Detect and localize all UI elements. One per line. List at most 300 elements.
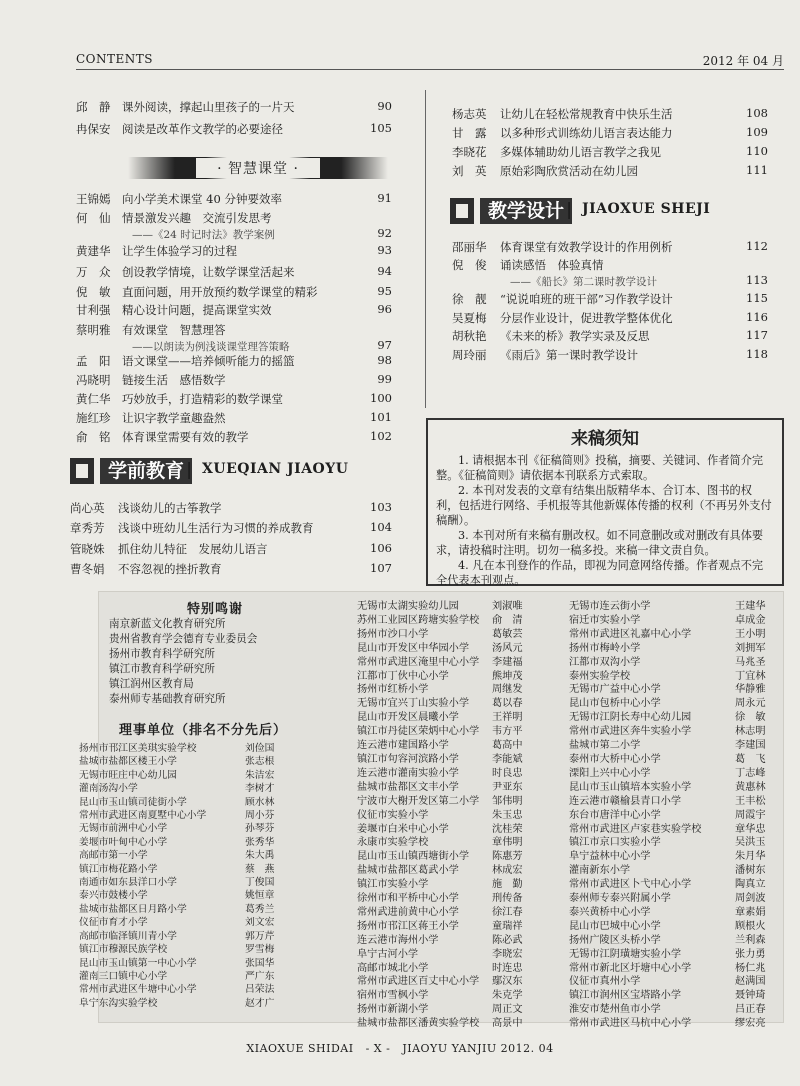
toc-entry[interactable]: [76, 191, 392, 209]
director-name: 周永元: [735, 698, 766, 710]
toc-entry[interactable]: [76, 302, 392, 320]
director-name: 吴洪玉: [735, 837, 766, 849]
director-name: 王小明: [735, 628, 766, 640]
director-name: 姚恒章: [245, 890, 275, 902]
director-unit: 灌南汤沟小学: [79, 783, 138, 795]
acknowledgements-panel: [79, 591, 784, 1030]
director-unit: 泰州师专泰兴附属小学: [569, 893, 671, 905]
director-unit: 无锡市江阴璜塘实验小学: [569, 948, 682, 960]
director-name: 兰利森: [735, 934, 766, 946]
entry-title: 诵读感悟 体验真情: [500, 258, 604, 272]
director-name: 杨仁兆: [735, 962, 766, 974]
heading-separator: |: [186, 460, 193, 480]
director-unit: 阜宁东沟实验学校: [79, 997, 158, 1009]
director-unit: 常州市武进区礼嘉中心小学: [569, 628, 692, 640]
director-unit: 无锡市江阴长寿中心幼儿园: [569, 712, 692, 724]
director-name: 王祥明: [492, 712, 523, 724]
entry-author: 万 众: [76, 265, 111, 279]
special-thanks-org: 镇江市教育科学研究所: [109, 663, 215, 675]
entry-author: 俞 铭: [76, 430, 111, 444]
toc-entry[interactable]: [70, 541, 392, 559]
entry-author: 冉保安: [76, 122, 111, 136]
entry-author: 管晓姝: [70, 542, 105, 556]
entry-author: 刘 英: [452, 164, 487, 178]
director-name: 郭万芹: [245, 930, 275, 942]
director-name: 吕荣法: [245, 984, 275, 996]
entry-author: 倪 俊: [452, 258, 487, 272]
director-name: 赵满国: [735, 976, 766, 988]
director-unit: 昆山市玉山镇培本实验小学: [569, 781, 692, 793]
footer-right: JIAOYU YANJIU 2012. 04: [402, 1042, 554, 1055]
director-name: 张国华: [245, 957, 275, 969]
section-title: 教学设计: [480, 198, 572, 224]
director-name: 李建国: [735, 740, 766, 752]
director-unit: 苏州工业园区跨塘实验学校: [357, 614, 480, 626]
entry-page: 112: [746, 239, 768, 253]
director-unit: 泰州市大桥中心小学: [569, 753, 661, 765]
director-name: 鄢汉东: [492, 976, 523, 988]
entry-page: 118: [746, 347, 768, 361]
director-name: 徐 敏: [735, 712, 766, 724]
entry-author: 冯晓明: [76, 373, 111, 387]
entry-page: 94: [377, 264, 392, 278]
director-unit: 镇江市润州区宝塔路小学: [569, 990, 682, 1002]
toc-entry[interactable]: [76, 284, 392, 302]
director-unit: 宿迁市实验小学: [569, 614, 641, 626]
entry-author: 尚心英: [70, 501, 105, 515]
director-unit: 泰兴市鼓楼小学: [79, 890, 148, 902]
toc-entry[interactable]: [76, 210, 392, 244]
entry-title: 分层作业设计，促进教学整体优化: [500, 311, 673, 325]
entry-author: 杨志英: [452, 107, 487, 121]
entry-title: 巧妙放手，打造精彩的数学课堂: [122, 392, 283, 406]
entry-page: 115: [746, 291, 768, 305]
entry-title: 让幼儿在轻松常规教育中快乐生活: [500, 107, 673, 121]
section-title: · 智慧课堂 ·: [196, 158, 320, 178]
director-name: 林成宏: [492, 865, 523, 877]
director-unit: 昆山市开发区中华园小学: [357, 642, 470, 654]
director-unit: 盐城市盐都区楼王小学: [79, 756, 177, 768]
director-name: 李能斌: [492, 753, 523, 765]
heading-separator: |: [566, 200, 573, 220]
director-name: 刘文宏: [245, 917, 275, 929]
director-name: 周正文: [492, 1004, 523, 1016]
toc-entry[interactable]: [76, 121, 392, 139]
director-name: 朱克学: [492, 990, 523, 1002]
director-unit: 常州市武进区淹里中心小学: [357, 656, 480, 668]
director-name: 朱月华: [735, 851, 766, 863]
director-name: 张秀华: [245, 836, 275, 848]
entry-author: 徐 靓: [452, 292, 487, 306]
director-unit: 高邮市城北小学: [357, 962, 429, 974]
entry-title: 浅谈中班幼儿生活行为习惯的养成教育: [118, 521, 314, 535]
entry-page: 90: [377, 99, 392, 113]
director-unit: 扬州市红桥小学: [357, 684, 429, 696]
toc-entry[interactable]: [452, 328, 772, 346]
entry-page: 104: [370, 520, 392, 534]
entry-title: 语文课堂——培养倾听能力的摇篮: [122, 354, 295, 368]
director-name: 严广东: [245, 970, 275, 982]
toc-entry[interactable]: [452, 239, 772, 257]
director-name: 吕正春: [735, 1004, 766, 1016]
director-name: 黄惠林: [735, 781, 766, 793]
director-unit: 常州市新北区圩塘中心小学: [569, 962, 692, 974]
director-unit: 江都市丁伙中心小学: [357, 670, 449, 682]
director-unit: 镇江市句容河滨路小学: [357, 753, 459, 765]
director-units-title: 理事单位（排名不分先后）: [119, 723, 288, 738]
director-unit: 宿州市雪枫小学: [357, 990, 429, 1002]
director-unit: 南通市如东县洋口小学: [79, 877, 177, 889]
entry-page: 91: [377, 191, 392, 205]
director-unit: 昆山市玉山镇第一中心小学: [79, 957, 197, 969]
toc-entry[interactable]: [70, 520, 392, 538]
director-name: 葛敏芸: [492, 628, 523, 640]
special-thanks-list: [109, 617, 257, 707]
director-unit: 淮安市楚州鱼市小学: [569, 1004, 661, 1016]
director-unit: 连云港市赣榆县青口小学: [569, 795, 682, 807]
footer-left: XIAOXUE SHIDAI: [246, 1042, 354, 1055]
director-name: 俞 清: [492, 614, 523, 626]
director-unit: 连云港市灌南实验小学: [357, 767, 459, 779]
director-name: 陶真立: [735, 879, 766, 891]
director-name: 顾根火: [735, 920, 766, 932]
director-unit: 扬州市邗江区美琪实验学校: [79, 743, 197, 754]
director-name: 李树才: [245, 783, 275, 795]
entry-author: 曹冬娟: [70, 562, 105, 576]
director-name: 刘拥军: [735, 642, 766, 654]
director-name: 马兆圣: [735, 656, 766, 668]
director-unit: 高邮市临泽镇川青小学: [79, 930, 177, 942]
director-unit: 东台市唐洋中心小学: [569, 809, 661, 821]
entry-title: 课外阅读，撑起山里孩子的一片天: [122, 100, 295, 114]
entry-author: 孟 阳: [76, 354, 111, 368]
director-name: 周继发: [492, 684, 523, 696]
entry-author: 何 仙: [76, 211, 111, 225]
toc-entry[interactable]: [70, 500, 392, 518]
section-heading-zhihui: [128, 157, 388, 179]
special-thanks-org: 泰州师专基础教育研究所: [109, 693, 226, 705]
director-unit: 无锡市宜兴丁山实验小学: [357, 698, 470, 710]
director-unit: 姜堰市白米中心小学: [357, 823, 449, 835]
toc-entry[interactable]: [76, 372, 392, 390]
director-name: 陈惠芳: [492, 851, 523, 863]
director-name: 周剑波: [735, 893, 766, 905]
director-name: 尹亚东: [492, 781, 523, 793]
director-name: 刑传备: [492, 893, 523, 905]
director-name: 时连忠: [492, 962, 523, 974]
entry-title: 体育课堂需要有效的教学: [122, 430, 249, 444]
director-unit: 昆山市玉山镇西塘街小学: [357, 851, 470, 863]
submission-notice-box: [426, 418, 784, 586]
director-name: 王建华: [735, 601, 766, 612]
special-thanks-org: 南京新蓝文化教育研究所: [109, 618, 226, 630]
director-unit: 灌南新东小学: [569, 865, 631, 877]
director-unit: 仪征市育才小学: [79, 917, 148, 929]
director-unit: 常州市武进区百丈中心小学: [357, 976, 480, 988]
director-unit: 溧阳上兴中心小学: [569, 767, 651, 779]
director-unit: 无锡市连云街小学: [569, 601, 651, 612]
toc-entry[interactable]: [76, 322, 392, 356]
page-header: [76, 52, 784, 70]
entry-page: 97: [377, 338, 392, 352]
director-unit: 扬州市沙口小学: [357, 628, 429, 640]
director-unit: 扬州市邗江区蒋王小学: [357, 920, 459, 932]
entry-page: 93: [377, 243, 392, 257]
director-unit: 常州市武进区牛塘中心小学: [79, 984, 197, 996]
entry-subtitle: ——以朗读为例浅谈课堂理答策略: [132, 341, 290, 353]
entry-author: 黄仁华: [76, 392, 111, 406]
toc-entry[interactable]: [70, 561, 392, 579]
entry-page: 107: [370, 561, 392, 575]
entry-title: 阅读是改革作文教学的必要途径: [122, 122, 283, 136]
director-name: 孙琴芬: [245, 823, 275, 835]
heading-marker: [70, 458, 94, 484]
director-unit: 盐城市盐都区潘黄实验学校: [357, 1018, 480, 1030]
entry-title: 精心设计问题，提高课堂实效: [122, 303, 272, 317]
director-unit: 高邮市第一小学: [79, 850, 148, 862]
director-name: 王丰松: [735, 795, 766, 807]
director-unit: 镇江市穆源民族学校: [79, 944, 168, 956]
director-unit: 仪征市实验小学: [357, 809, 429, 821]
director-unit: 昆山市包桥中心小学: [569, 698, 661, 710]
director-unit: 扬州广陵区头桥小学: [569, 934, 661, 946]
director-name: 邹伟明: [492, 795, 523, 807]
director-unit: 无锡市前洲中心小学: [79, 823, 168, 835]
special-thanks-org: 贵州省教育学会德育专业委员会: [109, 633, 258, 645]
director-name: 赵才广: [245, 997, 275, 1009]
director-unit: 常州市武进区南夏墅中心小学: [79, 810, 207, 822]
director-name: 刘俭国: [245, 743, 275, 754]
director-name: 顾水林: [245, 796, 275, 808]
entry-author: 甘利强: [76, 303, 111, 317]
director-name: 蔡 燕: [245, 863, 275, 875]
toc-entry[interactable]: [452, 291, 772, 309]
toc-entry[interactable]: [76, 410, 392, 428]
director-name: 朱洁宏: [245, 769, 275, 781]
entry-title: 《未来的桥》教学实录及反思: [500, 329, 650, 343]
director-unit: 镇江市京口实验小学: [569, 837, 661, 849]
entry-author: 李晓花: [452, 145, 487, 159]
director-name: 聂钟琦: [735, 990, 766, 1002]
director-unit: 常州市武进区奔牛实验小学: [569, 726, 692, 738]
director-name: 汤风元: [492, 642, 523, 654]
director-unit: 连云港市海州小学: [357, 934, 439, 946]
director-unit: 昆山市玉山镇司徒街小学: [79, 796, 187, 808]
director-name: 丁俊国: [245, 877, 275, 889]
entry-author: 甘 露: [452, 126, 487, 140]
director-unit: 昆山市巴城中心小学: [569, 920, 661, 932]
director-name: 罗雪梅: [245, 944, 275, 956]
director-unit: 无锡市旺庄中心幼儿园: [79, 769, 177, 781]
director-unit: 江都市双沟小学: [569, 656, 641, 668]
director-name: 李建福: [492, 656, 523, 668]
director-unit: 盐城市盐都区文丰小学: [357, 781, 459, 793]
entry-author: 倪 敏: [76, 285, 111, 299]
entry-title: 情景激发兴趣 交流引发思考: [122, 211, 272, 225]
toc-entry[interactable]: [452, 163, 772, 181]
toc-entry[interactable]: [76, 243, 392, 261]
director-name: 韦方平: [492, 726, 523, 738]
director-unit: 昆山市开发区晨曦小学: [357, 712, 459, 724]
notice-paragraph: 1. 请根据本刊《征稿简则》投稿，摘要、关键词、作者简介完整。《征稿简则》请依据本刊联系方式索取。: [436, 454, 764, 482]
director-name: 陈必武: [492, 934, 523, 946]
toc-entry[interactable]: [76, 99, 392, 117]
entry-page: 98: [377, 353, 392, 367]
director-name: 施 勤: [492, 879, 523, 891]
entry-page: 92: [377, 226, 392, 240]
director-name: 葛高中: [492, 740, 523, 752]
entry-page: 100: [370, 391, 392, 405]
director-unit: 阜宁古河小学: [357, 948, 419, 960]
entry-title: 让学生体验学习的过程: [122, 244, 237, 258]
toc-entry[interactable]: [452, 144, 772, 162]
entry-author: 王锦嫣: [76, 192, 111, 206]
director-unit: 泰兴黄桥中心小学: [569, 906, 651, 918]
entry-title: 让识字教学童趣盎然: [122, 411, 226, 425]
director-name: 周小芬: [245, 810, 275, 822]
director-unit: 常州市武进区卜弋中心小学: [569, 879, 692, 891]
entry-author: 蔡明雅: [76, 323, 111, 337]
special-thanks-org: 镇江润州区教育局: [109, 678, 194, 690]
toc-entry[interactable]: [452, 257, 772, 291]
notice-paragraph: 2. 本刊对发表的文章有结集出版精华本、合订本、图书的权利，包括进行网络、手机报等其他新媒体传播的权利（不再另外支付稿酬）。: [436, 484, 772, 527]
section-title: 学前教育: [100, 458, 192, 484]
section-pinyin: JIAOXUE SHEJI: [582, 201, 711, 217]
director-name: 缪宏亮: [735, 1018, 766, 1030]
section-pinyin: XUEQIAN JIAOYU: [202, 461, 349, 477]
director-unit: 镇江市实验小学: [357, 879, 429, 891]
director-name: 童瑞祥: [492, 920, 523, 932]
entry-page: 105: [370, 121, 392, 135]
director-unit: 泰州实验学校: [569, 670, 631, 682]
entry-title: 创设教学情境，让数学课堂活起来: [122, 265, 295, 279]
section-heading-xueqian: [70, 458, 392, 484]
toc-entry[interactable]: [76, 264, 392, 282]
director-name: 潘树东: [735, 865, 766, 877]
entry-page: 106: [370, 541, 392, 555]
entry-title: 不容忽视的挫折教育: [118, 562, 222, 576]
director-unit: 盐城市盐都区日月路小学: [79, 903, 187, 915]
director-name: 沈桂荣: [492, 823, 523, 835]
entry-title: 直面问题，用开放预约数学课堂的精彩: [122, 285, 318, 299]
director-name: 林志明: [735, 726, 766, 738]
entry-title: 抓住幼儿特征 发展幼儿语言: [118, 542, 268, 556]
director-unit: 无锡市广益中心小学: [569, 684, 661, 696]
director-name: 高景中: [492, 1018, 523, 1030]
director-name: 章伟明: [492, 837, 523, 849]
director-name: 葛以春: [492, 698, 523, 710]
entry-page: 99: [377, 372, 392, 386]
entry-title: 有效课堂 智慧理答: [122, 323, 226, 337]
director-unit: 盐城市第二小学: [569, 740, 641, 752]
page-number: - X -: [365, 1042, 391, 1055]
entry-author: 施红珍: [76, 411, 111, 425]
entry-page: 113: [746, 273, 768, 287]
toc-entry[interactable]: [76, 353, 392, 371]
director-unit: 姜堰市叶甸中心小学: [79, 836, 168, 848]
director-unit: 灌南三口镇中心小学: [79, 970, 168, 982]
director-names-col2: [492, 600, 523, 1031]
director-name: 徐江春: [492, 906, 523, 918]
entry-author: 周玲丽: [452, 348, 487, 362]
heading-marker: [450, 198, 474, 224]
section-heading-jiaoxue: [450, 198, 780, 224]
entry-page: 116: [746, 310, 768, 324]
entry-title: 多媒体辅助幼儿语言教学之我见: [500, 145, 661, 159]
issue-date: 2012 年 04 月: [702, 54, 784, 68]
entry-author: 吴夏梅: [452, 311, 487, 325]
entry-page: 117: [746, 328, 768, 342]
director-name: 丁志峰: [735, 767, 766, 779]
director-unit: 扬州市新湖小学: [357, 1004, 429, 1016]
director-name: 张志根: [245, 756, 275, 768]
director-name: 章华忠: [735, 823, 766, 835]
entry-title: 链接生活 感悟数学: [122, 373, 226, 387]
director-name: 丁宜林: [735, 670, 766, 682]
director-name: 章素娟: [735, 906, 766, 918]
director-unit: 连云港市建国路小学: [357, 740, 449, 752]
toc-entry[interactable]: [76, 391, 392, 409]
entry-page: 110: [746, 144, 768, 158]
director-name: 葛 飞: [735, 753, 766, 765]
entry-title: 向小学美术课堂 40 分钟要效率: [122, 192, 282, 206]
director-unit: 常州市武进区马杭中心小学: [569, 1018, 692, 1030]
director-names-col1: [245, 742, 274, 1010]
entry-author: 邱 静: [76, 100, 111, 114]
entry-title: 《雨后》第一课时教学设计: [500, 348, 638, 362]
notice-paragraph: 4. 凡在本刊登作的作品，即视为同意网络传播。作者观点不完全代表本刊观点。: [436, 559, 764, 587]
entry-page: 101: [370, 410, 392, 424]
director-name: 朱玉忠: [492, 809, 523, 821]
director-name: 周霞宇: [735, 809, 766, 821]
entry-page: 111: [746, 163, 768, 177]
entry-author: 黄建华: [76, 244, 111, 258]
toc-entry[interactable]: [452, 347, 772, 365]
entry-page: 96: [377, 302, 392, 316]
entry-author: 邵丽华: [452, 240, 487, 254]
director-name: 刘淑唯: [492, 601, 523, 612]
entry-page: 102: [370, 429, 392, 443]
director-name: 卓成金: [735, 614, 766, 626]
director-name: 李晓宏: [492, 948, 523, 960]
contents-label: CONTENTS: [76, 52, 154, 66]
toc-entry[interactable]: [452, 125, 772, 143]
director-name: 葛秀兰: [245, 903, 275, 915]
director-name: 华静雅: [735, 684, 766, 696]
director-name: 张力勇: [735, 948, 766, 960]
toc-entry[interactable]: [76, 429, 392, 447]
notice-title: 来稿须知: [571, 429, 639, 449]
director-unit: 无锡市太湖实验幼儿园: [357, 601, 459, 612]
toc-entry[interactable]: [452, 310, 772, 328]
entry-title: “说说咱班的班干部”习作教学设计: [500, 292, 673, 306]
entry-author: 胡秋艳: [452, 329, 487, 343]
director-name: 朱大禹: [245, 850, 275, 862]
entry-page: 103: [370, 500, 392, 514]
director-unit: 常州市武进区卢家巷实验学校: [569, 823, 702, 835]
director-unit: 仪征市真州小学: [569, 976, 641, 988]
director-unit: 镇江市梅花路小学: [79, 863, 158, 875]
director-units-col2: [357, 600, 479, 1031]
director-unit: 阜宁益林中心小学: [569, 851, 651, 863]
entry-author: 章秀芳: [70, 521, 105, 535]
entry-title: 以多种形式训练幼儿语言表达能力: [500, 126, 673, 140]
director-unit: 镇江市丹徒区荣炳中心小学: [357, 726, 480, 738]
toc-entry[interactable]: [452, 106, 772, 124]
director-names-col3: [735, 600, 766, 1031]
director-name: 熊坤茂: [492, 670, 523, 682]
director-units-col1: [79, 742, 206, 1010]
